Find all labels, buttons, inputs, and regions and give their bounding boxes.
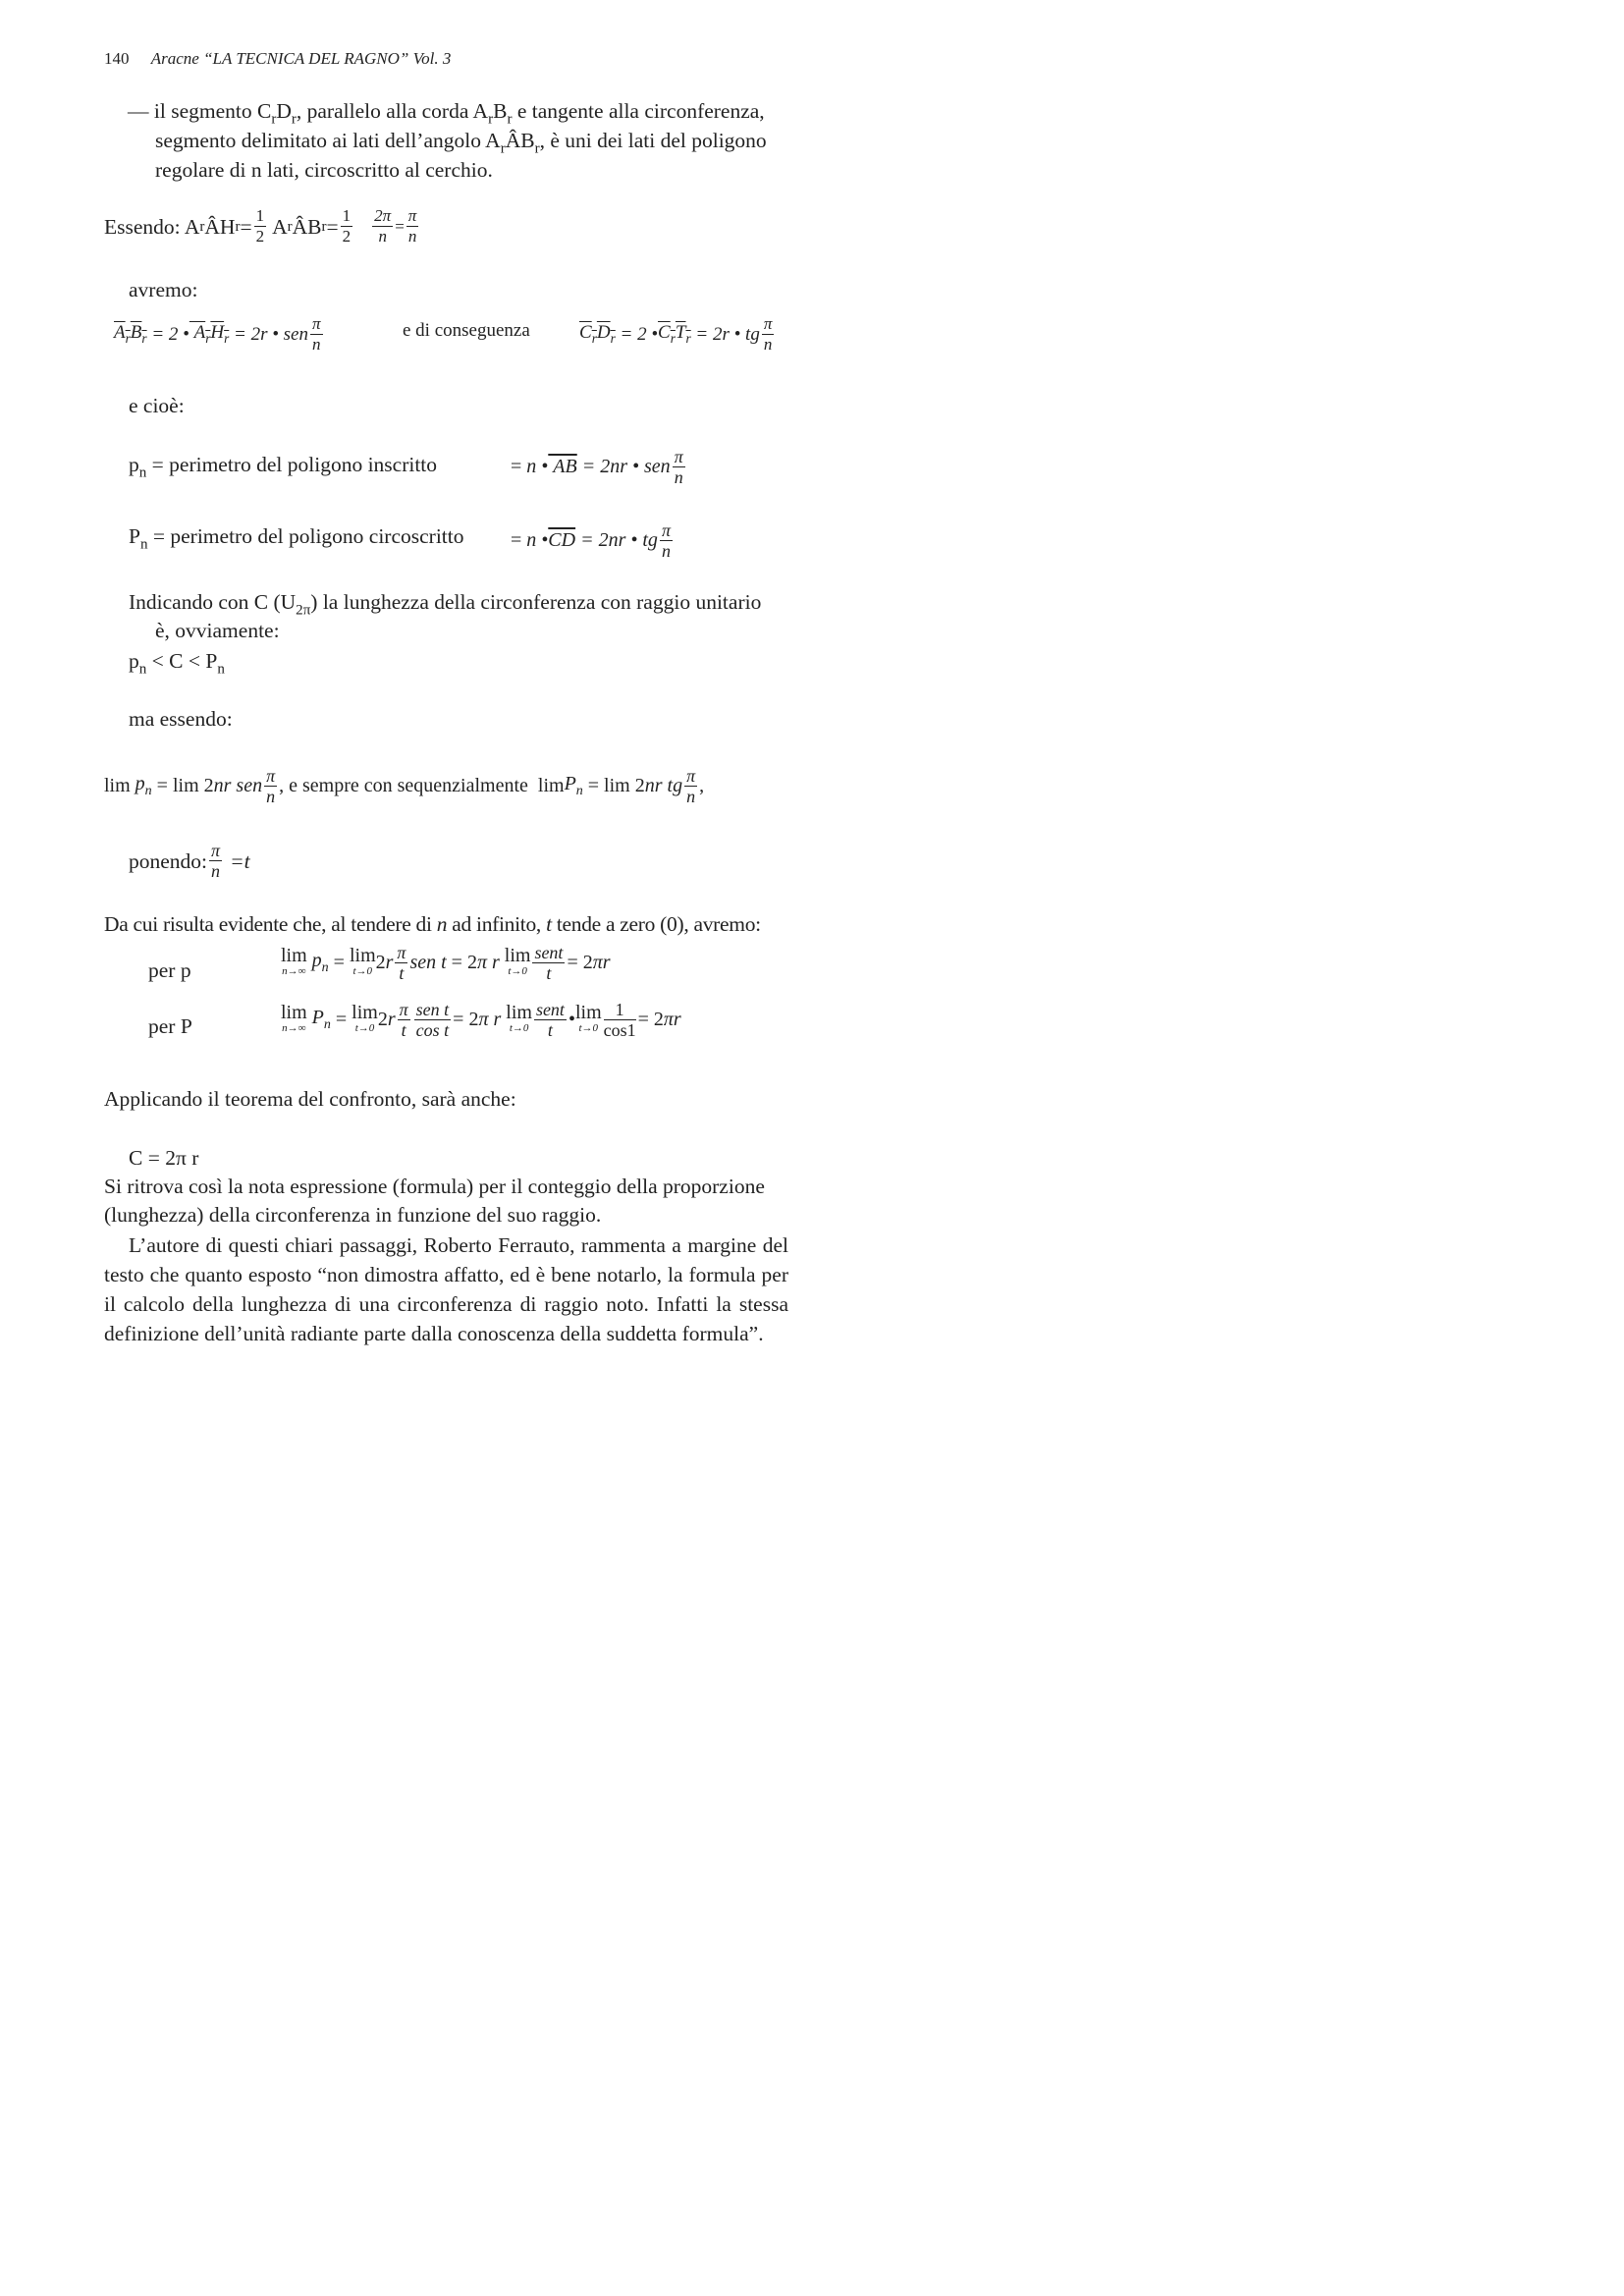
sub-2pi: 2π <box>296 602 311 619</box>
angle-a: A <box>272 214 288 239</box>
sub-n: n <box>138 661 147 678</box>
ponendo-label: ponendo: <box>129 848 208 873</box>
per-p-label: per p <box>148 958 191 982</box>
sub-r: r <box>488 111 494 128</box>
fraction-sent-t: $\frac{\text{sent}}{t}$ <box>534 943 564 983</box>
indicando-line-2: è, ovviamente: <box>155 619 280 642</box>
bullet-text-1a: il segmento C <box>153 99 272 123</box>
denominator: n <box>312 335 321 354</box>
e-cioe-label: e cioè: <box>129 394 185 417</box>
sub-r: r <box>287 218 293 235</box>
bullet-line-3: regolare di n lati, circoscritto al cerchio. <box>155 158 493 182</box>
limits-text: e sempre con sequenzialmente <box>289 775 528 796</box>
fraction-pi-n <box>762 314 775 355</box>
avremo-label: avremo: <box>129 278 198 301</box>
numerator: π <box>407 206 417 225</box>
denominator: n <box>378 227 387 246</box>
sub-r: r <box>534 140 540 157</box>
segment-ab: $A_rB_r$ <box>114 322 147 346</box>
numerator: π <box>661 520 671 540</box>
numerator: 2π <box>374 206 392 225</box>
numerator: π <box>674 447 683 466</box>
sub-r: r <box>271 111 277 128</box>
lim-t-0: lim t→0 <box>349 944 376 977</box>
bullet-text-1e: e tangente alla circonferenza, <box>512 99 765 123</box>
ma-essendo-label: ma essendo: <box>129 707 233 731</box>
ineq-p: p <box>129 649 139 673</box>
lim-t-0: lim t→0 <box>504 944 531 977</box>
bullet-text-1c: , parallelo alla corda A <box>296 99 489 123</box>
si-ritrova-line-2: (lunghezza) della circonferenza in funzione del suo raggio. <box>104 1203 602 1227</box>
running-title: Aracne “LA TECNICA DEL RAGNO” Vol. 3 <box>150 49 452 68</box>
tangent-formula: $C_rD_r$ = 2 • $C_rT_r$ = 2r • tg $\frac{\pi}{n}$ <box>579 314 773 354</box>
ponendo-eq: =t <box>230 848 250 873</box>
da-cui-c: tende a zero (0), avremo: <box>551 912 761 936</box>
denominator: n <box>674 467 683 487</box>
circumscribed-formula: = n • $\overline{CD}$ = 2nr • tg $\frac{\pi}{n}$ <box>511 520 671 561</box>
equals: = <box>326 214 339 239</box>
sub-r: r <box>199 218 205 235</box>
bullet-text-1d: B <box>493 99 508 123</box>
ineq-text: < C < P <box>146 649 218 673</box>
da-cui-line <box>104 909 761 939</box>
denominator: 2 <box>342 227 352 246</box>
angle-ah: ÂH <box>204 214 236 239</box>
fraction-pi-n <box>660 520 673 561</box>
numerator: π <box>211 841 221 860</box>
segment-ah: $A_rH_r$ <box>189 322 230 346</box>
indicando-text-a: Indicando con C (U <box>129 590 297 614</box>
bullet-text-2c: , è uni dei lati del poligono <box>539 129 767 152</box>
fraction-pi-t: $\frac{\pi}{t}$ <box>397 943 406 983</box>
equals: = <box>395 216 405 236</box>
lim-n-inf: lim n→∞ <box>281 1001 307 1034</box>
sub-n: n <box>138 465 147 481</box>
fraction-half-2 <box>341 206 353 246</box>
numerator: π <box>266 766 276 786</box>
chord-formula: $A_rB_r$ = 2 • $A_rH_r$ = 2r • sen $\frac{\pi}{n}$ <box>114 314 321 354</box>
sub-r: r <box>235 218 241 235</box>
da-cui-t: t <box>546 912 552 936</box>
page-number: 140 <box>104 49 130 68</box>
da-cui-a: Da cui risulta evidente che, al tendere di <box>104 912 437 936</box>
inscribed-formula: = n • AB = 2nr • sen $\frac{\pi}{n}$ <box>511 447 683 487</box>
denominator: n <box>686 787 696 806</box>
limit-p-formula: lim n→∞ $p_n$ = lim t→0 2 r $\frac{\pi}{t}$ sen t = 2 π r lim t→0 $\frac{\text{sent}}{t}$ = 2 πr <box>281 943 611 983</box>
lim-t-0: lim t→0 <box>574 1001 602 1034</box>
autore-paragraph: L’autore di questi chiari passaggi, Roberto Ferrauto, rammenta a margine del testo che quanto esposto “non dimostra affatto, ed è bene notarlo, la formula per il calcolo della lunghezza di una circonferenza di raggio noto. Infatti la stessa definizione dell’unità radiante parte dalla conoscenza della suddetta formula”. <box>104 1233 788 1345</box>
bullet-text-2b: ÂB <box>505 129 535 152</box>
numerator: π <box>763 314 773 333</box>
essendo-label: Essendo: A <box>104 214 200 239</box>
sub-r: r <box>507 111 513 128</box>
inequality <box>129 646 225 683</box>
fraction-pi-n <box>209 841 222 881</box>
lim-n-inf: lim n→∞ <box>281 944 307 977</box>
P-label: P <box>129 524 140 548</box>
fraction-pi-t: $\frac{\pi}{t}$ <box>399 1000 408 1040</box>
numerator: 1 <box>255 206 265 225</box>
fraction-sent-t: $\frac{\text{sent}}{t}$ <box>535 1000 565 1040</box>
bullet-text-1b: D <box>276 99 292 123</box>
numerator: π <box>312 314 321 333</box>
denominator: n <box>211 861 221 881</box>
result-formula: C = 2π r <box>129 1146 199 1170</box>
fraction-pi-n <box>406 206 419 246</box>
fraction-2pi-n <box>372 206 393 246</box>
numerator: π <box>686 766 696 786</box>
perimeter-inscribed <box>129 450 437 487</box>
sub-r: r <box>321 218 327 235</box>
sub-n: n <box>139 536 148 553</box>
fraction-pi-n <box>684 766 697 806</box>
lim-t-0: lim t→0 <box>352 1001 378 1034</box>
sub-n: n <box>217 661 225 678</box>
per-P-label: per P <box>148 1014 192 1038</box>
conseguenza-text: e di conseguenza <box>403 320 530 341</box>
essendo-formula <box>104 206 420 246</box>
denominator: n <box>266 787 276 806</box>
fraction-pi-n <box>673 447 685 487</box>
fraction-pi-n <box>264 766 277 806</box>
fraction-pi-n <box>310 314 323 355</box>
denominator: n <box>407 227 417 246</box>
denominator: 2 <box>255 227 265 246</box>
p-label: p <box>129 453 139 476</box>
si-ritrova-line-1: Si ritrova così la nota espressione (formula) per il conteggio della proporzione <box>104 1175 765 1198</box>
angle-ab: ÂB <box>292 214 322 239</box>
ponendo-line <box>129 841 250 881</box>
indicando-text-b: ) la lunghezza della circonferenza con raggio unitario <box>310 590 762 614</box>
equals: = <box>240 214 252 239</box>
bullet-dash: — <box>128 99 149 123</box>
p-text: = perimetro del poligono inscritto <box>146 453 438 476</box>
denominator: n <box>763 335 773 354</box>
document-page <box>0 0 1088 1540</box>
sub-r: r <box>500 140 506 157</box>
da-cui-b: ad infinito, <box>447 912 547 936</box>
denominator: n <box>661 541 671 561</box>
fraction-sent-cost: $\frac{\text{sen t}}{\text{cos t}}$ <box>415 1000 450 1040</box>
applicando-line: Applicando il teorema del confronto, sarà anche: <box>104 1087 516 1111</box>
fraction-1-cos1: $\frac{1}{\cos 1}$ <box>603 1000 636 1040</box>
fraction-half <box>254 206 267 246</box>
limits-line: lim $p_n$ = lim 2 nr sen $\frac{\pi}{n}$ , e sempre con sequenzialmente lim $P_n$ = lim 2 nr tg $\frac{\pi}{n}$ , <box>104 766 705 806</box>
numerator: 1 <box>342 206 352 225</box>
perimeter-circumscribed <box>129 521 464 559</box>
segment-ct: $C_rT_r$ <box>658 322 691 346</box>
segment-cd: $C_rD_r$ <box>579 322 616 346</box>
bullet-text-2a: segmento delimitato ai lati dell’angolo A <box>155 129 501 152</box>
limit-P-formula: lim n→∞ $P_n$ = lim t→0 2 r $\frac{\pi}{t}$ $\frac{\text{sen t}}{\text{cos t}}$ = 2 π r lim t→0 $\frac{\text{sent}}{t}$ • lim t→0 $\frac{1}{\cos 1}$ = 2 πr <box>281 1000 681 1040</box>
lim-t-0: lim t→0 <box>506 1001 532 1034</box>
P-text: = perimetro del poligono circoscritto <box>147 524 464 548</box>
sub-r: r <box>291 111 297 128</box>
page-header <box>104 47 451 71</box>
da-cui-n: n <box>436 912 448 936</box>
